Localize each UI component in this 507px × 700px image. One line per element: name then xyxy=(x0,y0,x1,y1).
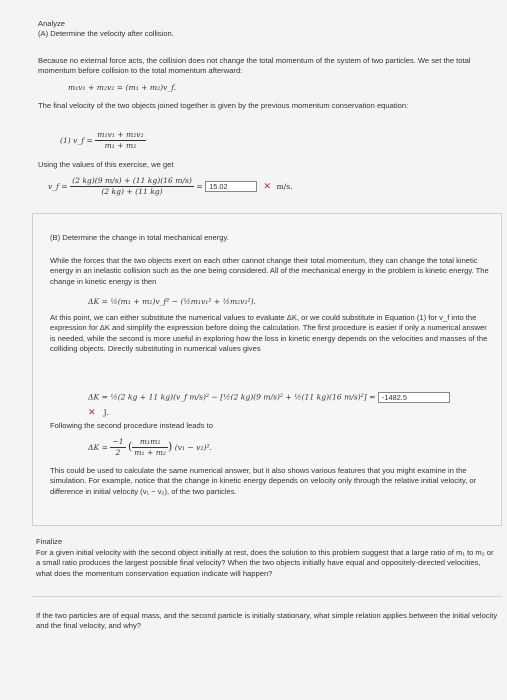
values-text: Using the values of this exercise, we get xyxy=(38,160,174,169)
equation-1 xyxy=(60,130,146,152)
velocity-calc-denominator: (2 kg) + (11 kg) xyxy=(101,187,163,197)
alt-mass-fraction xyxy=(132,437,168,459)
alt-coefficient-fraction xyxy=(110,437,125,459)
velocity-wrong-icon: ✕ xyxy=(263,181,272,192)
alt-equation-rhs: (v₁ − v₂)². xyxy=(174,442,212,452)
velocity-calc-fraction xyxy=(70,176,194,198)
alternate-energy-equation: ΔK = $\frac{-1}{2}$ ( $\frac{\text{m₁m₂}}{\text{m₁ + m₂}}$ ) (v₁ − v₂)². xyxy=(88,437,212,458)
numeric-energy-equation xyxy=(88,392,450,403)
part-b-paragraph-4: This could be used to calculate the same numerical answer, but it also shows various features that you might examine in the simulation. For example, notice that the change in kinetic energy depends on velocity only through the relative initial velocity, or difference in initial velocity (v₁ − v₂), of the two particles. xyxy=(50,466,477,496)
part-a-intro: Because no external force acts, the collision does not change the total momentum of the system of two particles. We set the total momentum before collision to the total momentum afterward: xyxy=(38,56,471,76)
kinetic-energy-equation: ΔK = ½(m₁ + m₂)v_f² − (½m₁v₁² + ½m₂v₂²). xyxy=(88,297,256,306)
part-b-subheading: (B) Determine the change in total mechanical energy. xyxy=(50,233,229,242)
velocity-calc-lhs: v_f = xyxy=(48,181,68,191)
finalize-paragraph-2: If the two particles are of equal mass, and the second particle is initially stationary, what simple relation applies between the initial velocity and the final velocity, and why? xyxy=(36,611,498,631)
part-b-paragraph-1: While the forces that the two objects exert on each other cannot change their total momentum, they can change the total kinetic energy in an inelastic collision such as the one being considered. All of the mechanical energy in the problem is kinetic energy. The change in kinetic energy is then xyxy=(50,256,489,286)
alt-mass-numerator: m₁m₂ xyxy=(132,437,168,448)
velocity-calc-numerator: (2 kg)(9 m/s) + (11 kg)(16 m/s) xyxy=(70,176,194,187)
energy-answer-input[interactable]: -1482.5 xyxy=(378,392,450,403)
energy-unit: J. xyxy=(103,408,109,417)
numeric-energy-expression: ΔK = ½(2 kg + 11 kg)(v_f m/s)² − [½(2 kg)(9 m/s)² + ½(11 kg)(16 m/s)²] = xyxy=(88,392,376,402)
finalize-paragraph-1: For a given initial velocity with the second object initially at rest, does the solution to this problem suggest that a large ratio of m₁ to m₂ or a small ratio produces the largest possible final velocity? When the two objects initially have equal and oppositely-directed velocities, what does the momentum conservation equation indicate will happen? xyxy=(36,548,494,578)
equation-1-numerator: m₁v₁ + m₂v₂ xyxy=(95,130,145,141)
equation-1-fraction xyxy=(95,130,145,152)
finalize-divider xyxy=(32,596,502,597)
energy-result-row xyxy=(88,407,109,419)
analyze-heading: Analyze xyxy=(38,19,66,28)
energy-wrong-icon: ✕ xyxy=(88,408,96,418)
finalize-heading: Finalize xyxy=(36,537,63,546)
equation-1-label: (1) v_f = xyxy=(60,135,93,145)
momentum-equation: m₁v₁ + m₂v₂ = (m₁ + m₂)v_f. xyxy=(68,83,177,92)
alt-mass-denominator: m₁ + m₂ xyxy=(134,448,166,458)
part-b-paragraph-2: At this point, we can either substitute the numerical values to evaluate ΔK, or we could substitute in Equation (1) for v_f into the expression for ΔK and simplify the expression before doing the calculation. The first procedure is easier if only a numerical answer is needed, while the second is more useful in exploring how the loss in kinetic energy depends on the velocities and masses of the colliding objects. Directly substituting in numerical values gives xyxy=(50,313,488,353)
alt-coefficient-denominator: 2 xyxy=(115,448,121,458)
alt-coefficient-numerator: −1 xyxy=(110,437,125,448)
velocity-answer-input[interactable]: 15.02 xyxy=(205,181,257,192)
alt-equation-lhs: ΔK = xyxy=(88,442,108,452)
part-a-subheading: (A) Determine the velocity after collision. xyxy=(38,29,174,38)
part-b-paragraph-3: Following the second procedure instead leads to xyxy=(50,421,213,430)
final-velocity-text: The final velocity of the two objects joined together is given by the previous momentum conservation equation: xyxy=(38,101,409,110)
equation-1-denominator: m₁ + m₂ xyxy=(104,141,137,151)
velocity-unit: m/s. xyxy=(276,181,293,191)
velocity-calculation: v_f = $\frac{(2 kg)(9 m/s) + (11 kg)(16 m/s)}{(2 kg) + (11 kg)}$ = 15.02 ✕ m/s. xyxy=(48,176,293,197)
